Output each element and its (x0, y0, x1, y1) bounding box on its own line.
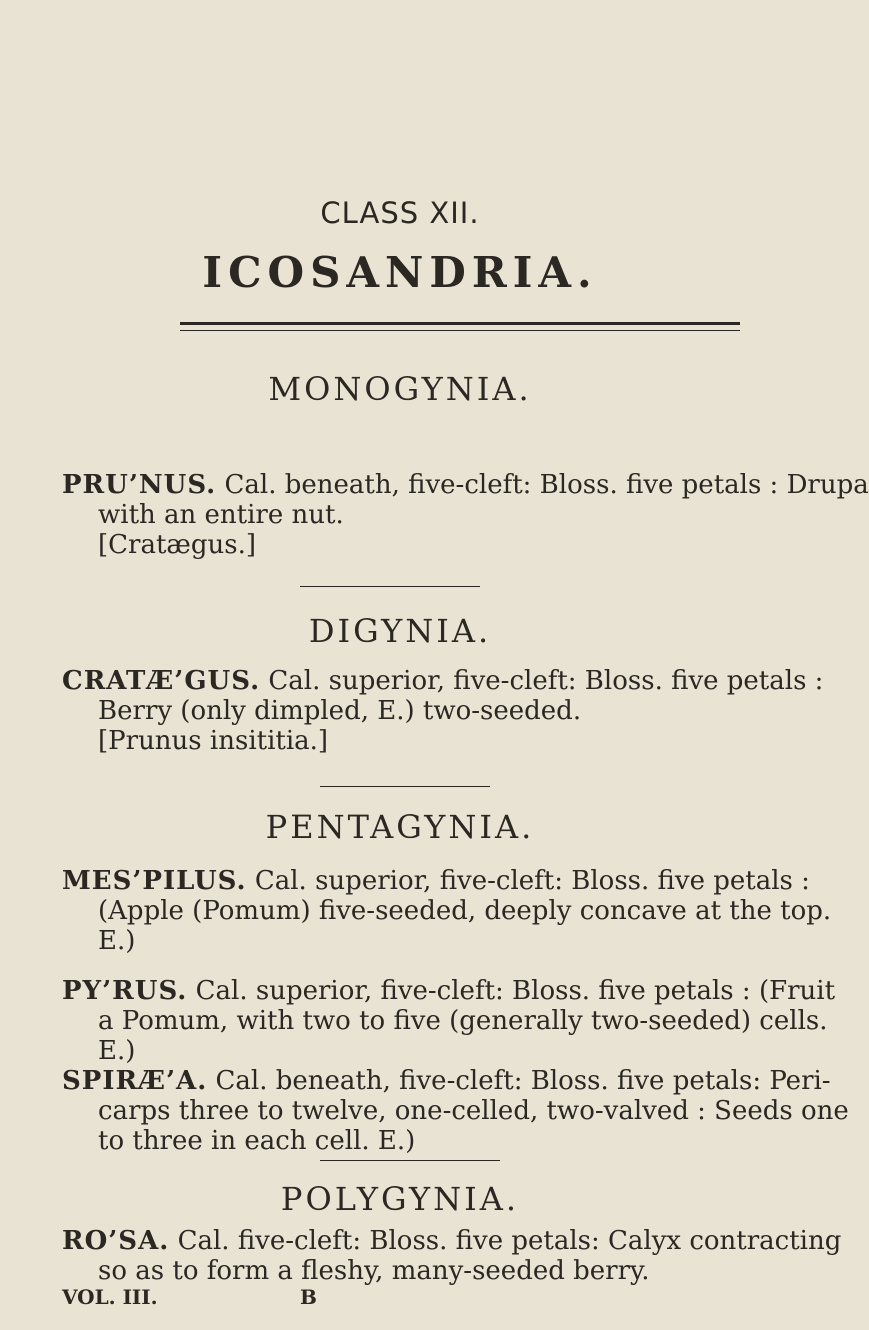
genus-description: Cal. superior, five-cleft: Bloss. five petals : (254, 866, 810, 896)
genus-entry-pyrus (62, 976, 836, 1066)
volume-label: VOL. III. (62, 1285, 158, 1309)
genus-description: Cal. superior, five-cleft: Bloss. five petals : (268, 666, 824, 696)
signature-mark: B (300, 1285, 317, 1309)
genus-name: RO’SA. (62, 1226, 170, 1256)
genus-entry-mespilus (62, 866, 832, 956)
section-divider (320, 786, 490, 787)
genus-description: Cal. beneath, five-cleft: Bloss. five petals: Peri- (215, 1066, 831, 1096)
genus-description: to three in each cell. E.) (98, 1126, 416, 1156)
page-footer (62, 1285, 782, 1309)
order-heading-pentagynia: PENTAGYNIA. (265, 808, 535, 846)
genus-name: PY’RUS. (62, 976, 188, 1006)
genus-description: with an entire nut. (98, 500, 344, 530)
genus-cross-reference: [Prunus insititia.] (98, 726, 329, 756)
genus-description: Cal. superior, five-cleft: Bloss. five petals : (Fruit (195, 976, 836, 1006)
section-divider (300, 586, 480, 587)
genus-description: Cal. beneath, five-cleft: Bloss. five petals : Drupa (224, 470, 869, 500)
title-double-rule (180, 322, 740, 331)
genus-cross-reference: [Cratægus.] (98, 530, 256, 560)
class-heading: CLASS XII. (320, 196, 480, 230)
genus-description: E.) (98, 1036, 136, 1066)
genus-entry-prunus (62, 470, 869, 560)
genus-description: E.) (98, 926, 136, 956)
order-heading-digynia: DIGYNIA. (308, 612, 492, 650)
genus-description: Cal. five-cleft: Bloss. five petals: Calyx contracting (177, 1226, 842, 1256)
genus-description: carps three to twelve, one-celled, two-valved : Seeds one (98, 1096, 849, 1126)
genus-description: so as to form a fleshy, many-seeded berry. (98, 1256, 650, 1286)
genus-name: PRU’NUS. (62, 470, 217, 500)
order-heading-polygynia: POLYGYNIA. (280, 1180, 520, 1218)
genus-description: Berry (only dimpled, E.) two-seeded. (98, 696, 582, 726)
genus-name: SPIRÆ’A. (62, 1066, 208, 1096)
genus-description: (Apple (Pomum) five-seeded, deeply concave at the top. (98, 896, 832, 926)
genus-entry-spiraea (62, 1066, 849, 1156)
section-divider (320, 1160, 500, 1161)
class-title: ICOSANDRIA. (202, 248, 598, 297)
genus-entry-crataegus (62, 666, 824, 756)
genus-description: a Pomum, with two to five (generally two-seeded) cells. (98, 1006, 828, 1036)
genus-entry-rosa (62, 1226, 842, 1286)
genus-name: MES’PILUS. (62, 866, 247, 896)
order-heading-monogynia: MONOGYNIA. (268, 370, 532, 408)
genus-name: CRATÆ’GUS. (62, 666, 261, 696)
